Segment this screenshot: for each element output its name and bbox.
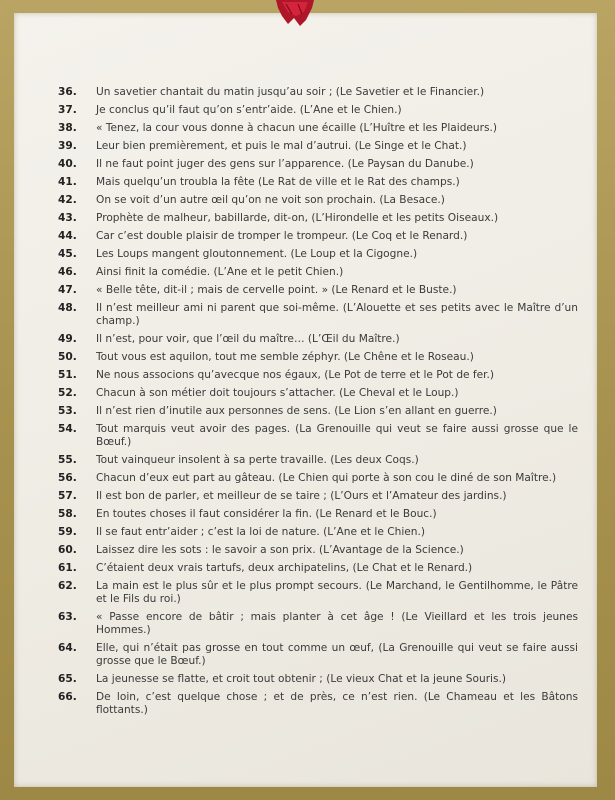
entry-number: 57. xyxy=(58,490,77,502)
fable-entry xyxy=(58,284,578,297)
entry-text: Elle, qui n’était pas grosse en tout comme un œuf, (La Grenouille qui veut se faire aussi grosse que le Bœuf.) xyxy=(96,642,578,667)
entry-text: Laissez dire les sots : le savoir a son prix. (L’Avantage de la Science.) xyxy=(96,544,464,556)
fable-entry xyxy=(58,691,578,717)
entry-number: 58. xyxy=(58,508,77,520)
fable-entry xyxy=(58,104,578,117)
entry-number: 60. xyxy=(58,544,77,556)
entry-text: C’étaient deux vrais tartufs, deux archipatelins, (Le Chat et le Renard.) xyxy=(96,562,473,574)
fable-entry xyxy=(58,490,578,503)
entry-number: 50. xyxy=(58,351,77,363)
entry-number: 43. xyxy=(58,212,77,224)
entry-number: 37. xyxy=(58,104,77,116)
entry-text: « Belle tête, dit-il ; mais de cervelle point. » (Le Renard et le Buste.) xyxy=(96,284,457,296)
entry-text: Chacun d’eux eut part au gâteau. (Le Chien qui porte à son cou le diné de son Maître.) xyxy=(96,472,557,484)
fable-entry xyxy=(58,526,578,539)
entry-number: 56. xyxy=(58,472,77,484)
fable-entry xyxy=(58,673,578,686)
fable-entry xyxy=(58,423,578,449)
entry-text: On se voit d’un autre œil qu’on ne voit son prochain. (La Besace.) xyxy=(96,194,445,206)
fable-entry xyxy=(58,387,578,400)
entry-text: Prophète de malheur, babillarde, dit-on, (L’Hirondelle et les petits Oiseaux.) xyxy=(96,212,499,224)
entry-text: Il ne faut point juger des gens sur l’apparence. (Le Paysan du Danube.) xyxy=(96,158,474,170)
entry-number: 54. xyxy=(58,423,77,435)
entry-number: 51. xyxy=(58,369,77,381)
fable-entry xyxy=(58,194,578,207)
entry-text: Ainsi finit la comédie. (L’Ane et le petit Chien.) xyxy=(96,266,344,278)
fable-entry xyxy=(58,369,578,382)
fable-entry xyxy=(58,611,578,637)
entry-number: 49. xyxy=(58,333,77,345)
fable-entry xyxy=(58,86,578,99)
entry-number: 48. xyxy=(58,302,77,314)
fable-list xyxy=(58,86,578,722)
entry-text: Car c’est double plaisir de tromper le trompeur. (Le Coq et le Renard.) xyxy=(96,230,468,242)
entry-number: 62. xyxy=(58,580,77,592)
fable-entry xyxy=(58,580,578,606)
fable-entry xyxy=(58,176,578,189)
fable-entry xyxy=(58,508,578,521)
entry-text: Tout vainqueur insolent à sa perte travaille. (Les deux Coqs.) xyxy=(96,454,419,466)
entry-text: Je conclus qu’il faut qu’on s’entr’aide. (L’Ane et le Chien.) xyxy=(96,104,402,116)
fable-entry xyxy=(58,351,578,364)
entry-text: La main est le plus sûr et le plus prompt secours. (Le Marchand, le Gentilhomme, le Pâtre et le Fils du roi.) xyxy=(96,580,578,605)
fable-entry xyxy=(58,230,578,243)
entry-text: Il se faut entr’aider ; c’est la loi de nature. (L’Ane et le Chien.) xyxy=(96,526,425,538)
entry-text: « Passe encore de bâtir ; mais planter à cet âge ! (Le Vieillard et les trois jeunes Hommes.) xyxy=(96,611,578,636)
entry-text: Les Loups mangent gloutonnement. (Le Loup et la Cigogne.) xyxy=(96,248,418,260)
entry-number: 42. xyxy=(58,194,77,206)
entry-number: 64. xyxy=(58,642,77,654)
entry-number: 38. xyxy=(58,122,77,134)
entry-text: Il est bon de parler, et meilleur de se taire ; (L’Ours et l’Amateur des jardins.) xyxy=(96,490,507,502)
entry-text: Mais quelqu’un troubla la fête (Le Rat de ville et le Rat des champs.) xyxy=(96,176,460,188)
ribbon-icon xyxy=(272,0,318,26)
entry-number: 61. xyxy=(58,562,77,574)
fable-entry xyxy=(58,158,578,171)
fable-entry xyxy=(58,266,578,279)
entry-text: Chacun à son métier doit toujours s’attacher. (Le Cheval et le Loup.) xyxy=(96,387,459,399)
entry-text: Leur bien premièrement, et puis le mal d’autrui. (Le Singe et le Chat.) xyxy=(96,140,467,152)
entry-number: 36. xyxy=(58,86,77,98)
entry-number: 47. xyxy=(58,284,77,296)
entry-number: 41. xyxy=(58,176,77,188)
entry-text: Il n’est rien d’inutile aux personnes de sens. (Le Lion s’en allant en guerre.) xyxy=(96,405,497,417)
entry-number: 53. xyxy=(58,405,77,417)
fable-entry xyxy=(58,544,578,557)
fable-entry xyxy=(58,642,578,668)
entry-number: 66. xyxy=(58,691,77,703)
fable-entry xyxy=(58,562,578,575)
fable-entry xyxy=(58,333,578,346)
fable-entry xyxy=(58,454,578,467)
entry-text: Tout marquis veut avoir des pages. (La Grenouille qui veut se faire aussi grosse que le Bœuf.) xyxy=(96,423,578,448)
entry-number: 39. xyxy=(58,140,77,152)
entry-number: 63. xyxy=(58,611,77,623)
entry-text: Ne nous associons qu’avecque nos égaux, (Le Pot de terre et le Pot de fer.) xyxy=(96,369,495,381)
entry-text: De loin, c’est quelque chose ; et de près, ce n’est rien. (Le Chameau et les Bâtons flottants.) xyxy=(96,691,578,716)
fable-entry xyxy=(58,302,578,328)
fable-entry xyxy=(58,122,578,135)
entry-text: La jeunesse se flatte, et croit tout obtenir ; (Le vieux Chat et la jeune Souris.) xyxy=(96,673,507,685)
entry-number: 65. xyxy=(58,673,77,685)
entry-text: Il n’est meilleur ami ni parent que soi-même. (L’Alouette et ses petits avec le Maître d’un champ.) xyxy=(96,302,578,327)
entry-number: 59. xyxy=(58,526,77,538)
entry-number: 40. xyxy=(58,158,77,170)
entry-number: 45. xyxy=(58,248,77,260)
entry-number: 55. xyxy=(58,454,77,466)
entry-text: Tout vous est aquilon, tout me semble zéphyr. (Le Chêne et le Roseau.) xyxy=(96,351,474,363)
entry-number: 46. xyxy=(58,266,77,278)
entry-number: 52. xyxy=(58,387,77,399)
entry-number: 44. xyxy=(58,230,77,242)
entry-text: En toutes choses il faut considérer la fin. (Le Renard et le Bouc.) xyxy=(96,508,437,520)
entry-text: Il n’est, pour voir, que l’œil du maître… (L’Œil du Maître.) xyxy=(96,333,400,345)
entry-text: « Tenez, la cour vous donne à chacun une écaille (L’Huître et les Plaideurs.) xyxy=(96,122,498,134)
fable-entry xyxy=(58,248,578,261)
fable-entry xyxy=(58,405,578,418)
fable-entry xyxy=(58,212,578,225)
entry-text: Un savetier chantait du matin jusqu’au soir ; (Le Savetier et le Financier.) xyxy=(96,86,485,98)
fable-entry xyxy=(58,472,578,485)
fable-entry xyxy=(58,140,578,153)
